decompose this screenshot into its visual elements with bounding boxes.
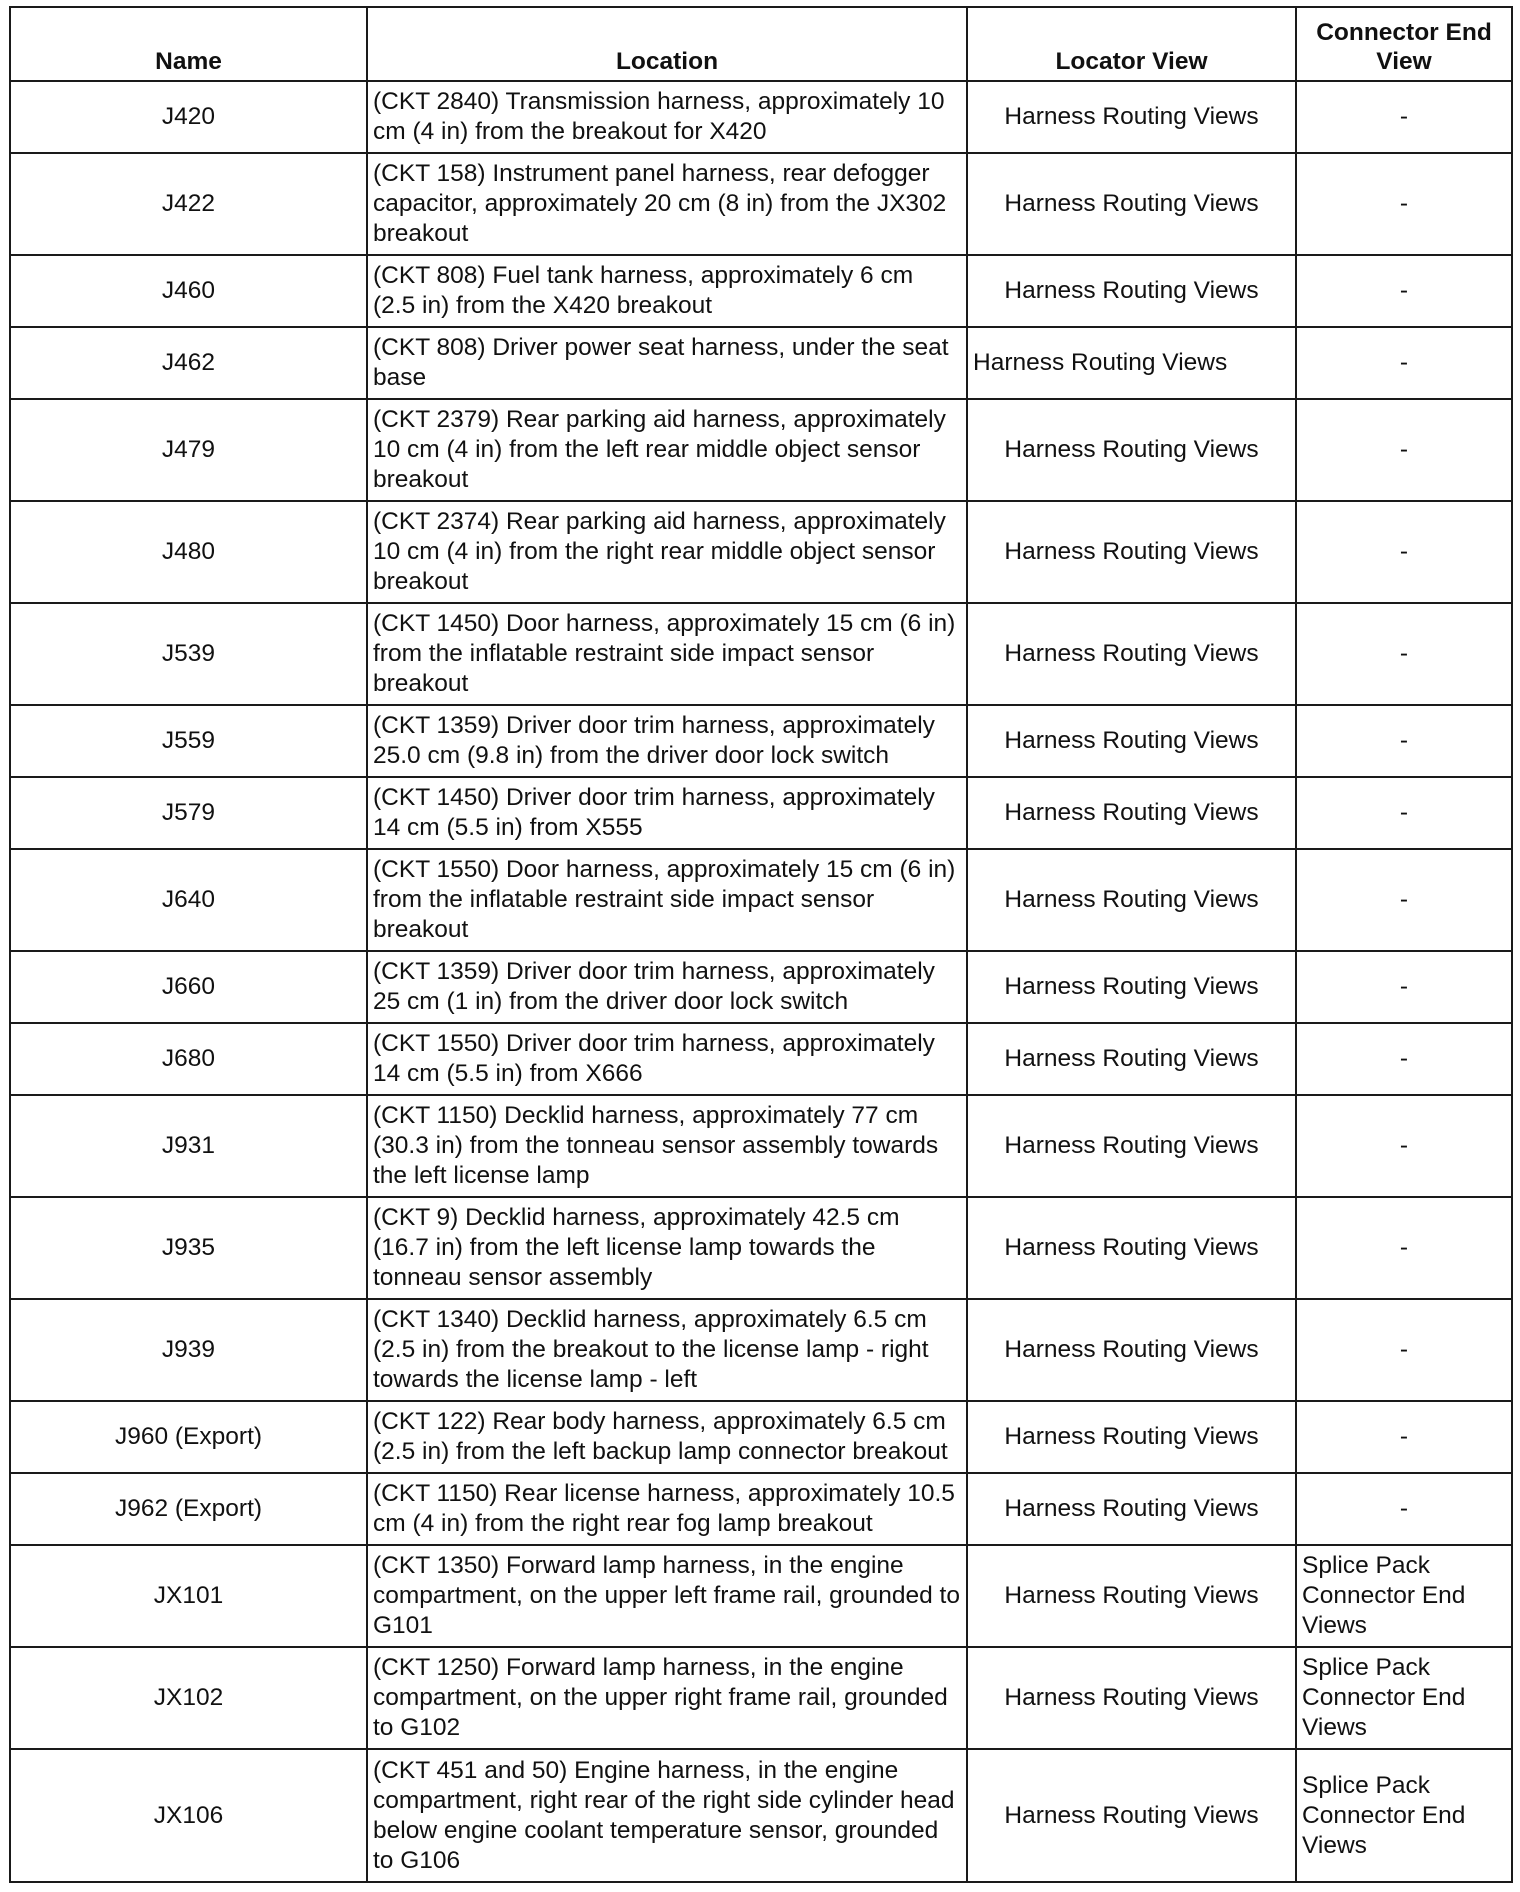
cell-location: (CKT 808) Fuel tank harness, approximately 6 cm (2.5 in) from the X420 breakout [367, 255, 967, 327]
table-row [10, 1401, 1512, 1473]
table-row [10, 603, 1512, 705]
cell-locator-view: Harness Routing Views [967, 255, 1296, 327]
table-row [10, 705, 1512, 777]
table-row [10, 501, 1512, 603]
cell-location: (CKT 2374) Rear parking aid harness, approximately 10 cm (4 in) from the right rear middle object sensor breakout [367, 501, 967, 603]
table-row [10, 1197, 1512, 1299]
cell-locator-view: Harness Routing Views [967, 327, 1296, 399]
cell-name: J460 [10, 255, 367, 327]
cell-connector-end-view: - [1296, 603, 1512, 705]
splice-location-table [9, 6, 1513, 1883]
cell-locator-view: Harness Routing Views [967, 399, 1296, 501]
cell-connector-end-view: Splice Pack Connector End Views [1296, 1647, 1512, 1749]
cell-locator-view: Harness Routing Views [967, 1299, 1296, 1401]
cell-locator-view: Harness Routing Views [967, 81, 1296, 153]
cell-name: J680 [10, 1023, 367, 1095]
cell-connector-end-view: - [1296, 849, 1512, 951]
column-header-location: Location [367, 7, 967, 81]
cell-connector-end-view: - [1296, 1023, 1512, 1095]
cell-location: (CKT 122) Rear body harness, approximately 6.5 cm (2.5 in) from the left backup lamp connector breakout [367, 1401, 967, 1473]
cell-connector-end-view: - [1296, 1197, 1512, 1299]
cell-location: (CKT 1250) Forward lamp harness, in the engine compartment, on the upper right frame rail, grounded to G102 [367, 1647, 967, 1749]
cell-name: J640 [10, 849, 367, 951]
cell-name: J579 [10, 777, 367, 849]
table-row [10, 1473, 1512, 1545]
table-header-row [10, 7, 1512, 81]
cell-location: (CKT 1450) Driver door trim harness, approximately 14 cm (5.5 in) from X555 [367, 777, 967, 849]
cell-location: (CKT 1550) Door harness, approximately 15 cm (6 in) from the inflatable restraint side impact sensor breakout [367, 849, 967, 951]
cell-connector-end-view: - [1296, 1299, 1512, 1401]
column-header-connector-end-view: Connector End View [1296, 7, 1512, 81]
cell-name: J931 [10, 1095, 367, 1197]
table-row [10, 81, 1512, 153]
cell-name: J559 [10, 705, 367, 777]
cell-location: (CKT 1150) Decklid harness, approximately 77 cm (30.3 in) from the tonneau sensor assembly towards the left license lamp [367, 1095, 967, 1197]
cell-location: (CKT 1150) Rear license harness, approximately 10.5 cm (4 in) from the right rear fog lamp breakout [367, 1473, 967, 1545]
cell-connector-end-view: - [1296, 1401, 1512, 1473]
cell-name: J480 [10, 501, 367, 603]
table-row [10, 1647, 1512, 1749]
cell-connector-end-view: Splice Pack Connector End Views [1296, 1749, 1512, 1882]
table-row [10, 1299, 1512, 1401]
cell-locator-view: Harness Routing Views [967, 1197, 1296, 1299]
cell-locator-view: Harness Routing Views [967, 1647, 1296, 1749]
cell-connector-end-view: - [1296, 81, 1512, 153]
cell-location: (CKT 808) Driver power seat harness, under the seat base [367, 327, 967, 399]
cell-name: JX101 [10, 1545, 367, 1647]
cell-name: J420 [10, 81, 367, 153]
cell-locator-view: Harness Routing Views [967, 849, 1296, 951]
table-row [10, 777, 1512, 849]
table-row [10, 399, 1512, 501]
cell-connector-end-view: - [1296, 1095, 1512, 1197]
table-row [10, 951, 1512, 1023]
cell-connector-end-view: - [1296, 153, 1512, 255]
cell-locator-view: Harness Routing Views [967, 1023, 1296, 1095]
cell-locator-view: Harness Routing Views [967, 1545, 1296, 1647]
table-row [10, 1749, 1512, 1882]
table-row [10, 1023, 1512, 1095]
cell-name: JX106 [10, 1749, 367, 1882]
cell-locator-view: Harness Routing Views [967, 1401, 1296, 1473]
cell-location: (CKT 1550) Driver door trim harness, approximately 14 cm (5.5 in) from X666 [367, 1023, 967, 1095]
table-row [10, 1095, 1512, 1197]
cell-location: (CKT 158) Instrument panel harness, rear defogger capacitor, approximately 20 cm (8 in) from the JX302 breakout [367, 153, 967, 255]
table-row [10, 153, 1512, 255]
cell-connector-end-view: - [1296, 951, 1512, 1023]
cell-location: (CKT 2840) Transmission harness, approximately 10 cm (4 in) from the breakout for X420 [367, 81, 967, 153]
cell-locator-view: Harness Routing Views [967, 951, 1296, 1023]
cell-connector-end-view: - [1296, 399, 1512, 501]
cell-location: (CKT 2379) Rear parking aid harness, approximately 10 cm (4 in) from the left rear middle object sensor breakout [367, 399, 967, 501]
table-row [10, 255, 1512, 327]
cell-name: JX102 [10, 1647, 367, 1749]
cell-name: J962 (Export) [10, 1473, 367, 1545]
cell-name: J462 [10, 327, 367, 399]
cell-location: (CKT 1350) Forward lamp harness, in the engine compartment, on the upper left frame rail, grounded to G101 [367, 1545, 967, 1647]
cell-locator-view: Harness Routing Views [967, 603, 1296, 705]
cell-locator-view: Harness Routing Views [967, 1749, 1296, 1882]
cell-connector-end-view: - [1296, 777, 1512, 849]
cell-connector-end-view: - [1296, 501, 1512, 603]
cell-connector-end-view: - [1296, 1473, 1512, 1545]
column-header-locator-view: Locator View [967, 7, 1296, 81]
table-row [10, 1545, 1512, 1647]
cell-name: J539 [10, 603, 367, 705]
cell-location: (CKT 9) Decklid harness, approximately 42.5 cm (16.7 in) from the left license lamp towards the tonneau sensor assembly [367, 1197, 967, 1299]
cell-locator-view: Harness Routing Views [967, 1473, 1296, 1545]
splice-table-page [9, 6, 1511, 1883]
cell-connector-end-view: - [1296, 705, 1512, 777]
cell-name: J660 [10, 951, 367, 1023]
cell-location: (CKT 1359) Driver door trim harness, approximately 25.0 cm (9.8 in) from the driver door lock switch [367, 705, 967, 777]
cell-locator-view: Harness Routing Views [967, 153, 1296, 255]
cell-connector-end-view: - [1296, 255, 1512, 327]
cell-locator-view: Harness Routing Views [967, 501, 1296, 603]
cell-locator-view: Harness Routing Views [967, 705, 1296, 777]
cell-name: J479 [10, 399, 367, 501]
cell-connector-end-view: - [1296, 327, 1512, 399]
cell-name: J960 (Export) [10, 1401, 367, 1473]
cell-locator-view: Harness Routing Views [967, 777, 1296, 849]
cell-name: J935 [10, 1197, 367, 1299]
cell-location: (CKT 451 and 50) Engine harness, in the engine compartment, right rear of the right side cylinder head below engine coolant temperature sensor, grounded to G106 [367, 1749, 967, 1882]
cell-name: J422 [10, 153, 367, 255]
cell-location: (CKT 1359) Driver door trim harness, approximately 25 cm (1 in) from the driver door lock switch [367, 951, 967, 1023]
cell-locator-view: Harness Routing Views [967, 1095, 1296, 1197]
cell-connector-end-view: Splice Pack Connector End Views [1296, 1545, 1512, 1647]
cell-location: (CKT 1450) Door harness, approximately 15 cm (6 in) from the inflatable restraint side impact sensor breakout [367, 603, 967, 705]
table-row [10, 327, 1512, 399]
table-row [10, 849, 1512, 951]
cell-name: J939 [10, 1299, 367, 1401]
cell-location: (CKT 1340) Decklid harness, approximately 6.5 cm (2.5 in) from the breakout to the license lamp - right towards the license lamp - left [367, 1299, 967, 1401]
column-header-name: Name [10, 7, 367, 81]
